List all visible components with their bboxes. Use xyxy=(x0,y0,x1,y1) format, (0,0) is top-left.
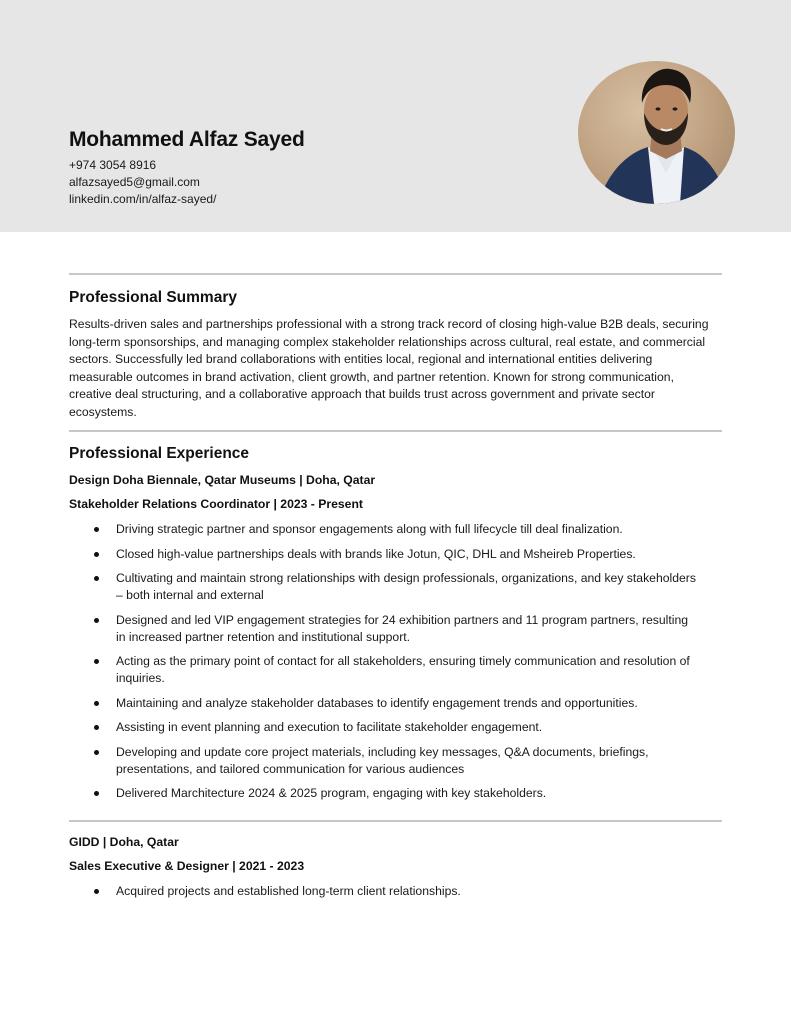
summary-text: Results-driven sales and partnerships professional with a strong track record of closing high-value B2B deals, securing long-term sponsorships, and managing complex stakeholder relationships across cultural, real estate, and commercial sectors. Successfully led brand collaborations with entities local, regional and international entities delivering measurable outcomes in brand activation, client growth, and partner retention. Known for strong communication, creative deal structuring, and a collaborative approach that builds trust across government and private sector ecosystems. xyxy=(69,317,709,419)
portrait-image xyxy=(578,61,735,204)
job-organization: GIDD | Doha, Qatar xyxy=(69,835,179,849)
job-bullet: Maintaining and analyze stakeholder databases to identify engagement trends and opportunities. xyxy=(69,695,699,712)
linkedin-url: linkedin.com/in/alfaz-sayed/ xyxy=(69,192,217,206)
experience-heading: Professional Experience xyxy=(69,445,250,462)
candidate-name: Mohammed Alfaz Sayed xyxy=(69,128,305,151)
job-bullet: Acquired projects and established long-term client relationships. xyxy=(69,883,699,900)
job-role: Sales Executive & Designer | 2021 - 2023 xyxy=(69,859,305,873)
profile-photo xyxy=(578,61,735,204)
job-bullets xyxy=(69,521,699,810)
email-address: alfazsayed5@gmail.com xyxy=(69,175,200,189)
job-bullet: Closed high-value partnerships deals with brands like Jotun, QIC, DHL and Msheireb Properties. xyxy=(69,546,699,563)
summary-heading: Professional Summary xyxy=(69,289,237,306)
job-bullet: Assisting in event planning and execution to facilitate stakeholder engagement. xyxy=(69,719,699,736)
job-bullets xyxy=(69,883,699,908)
job-organization: Design Doha Biennale, Qatar Museums | Doha, Qatar xyxy=(69,473,376,487)
section-divider xyxy=(69,273,722,275)
job-bullet: Delivered Marchitecture 2024 & 2025 program, engaging with key stakeholders. xyxy=(69,785,699,802)
job-bullet: Driving strategic partner and sponsor engagements along with full lifecycle till deal finalization. xyxy=(69,521,699,538)
phone-number: +974 3054 8916 xyxy=(69,158,157,172)
job-bullet: Developing and update core project materials, including key messages, Q&A documents, briefings, presentations, and tailored communication for various audiences xyxy=(69,744,699,778)
section-divider xyxy=(69,430,722,432)
job-bullet: Cultivating and maintain strong relationships with design professionals, organizations, and key stakeholders – both internal and external xyxy=(69,570,699,604)
job-role: Stakeholder Relations Coordinator | 2023 - Present xyxy=(69,497,363,511)
section-divider xyxy=(69,820,722,822)
job-bullet: Designed and led VIP engagement strategies for 24 exhibition partners and 11 program partners, resulting in increased partner retention and institutional support. xyxy=(69,612,699,646)
job-bullet: Acting as the primary point of contact for all stakeholders, ensuring timely communication and resolution of inquiries. xyxy=(69,653,699,687)
